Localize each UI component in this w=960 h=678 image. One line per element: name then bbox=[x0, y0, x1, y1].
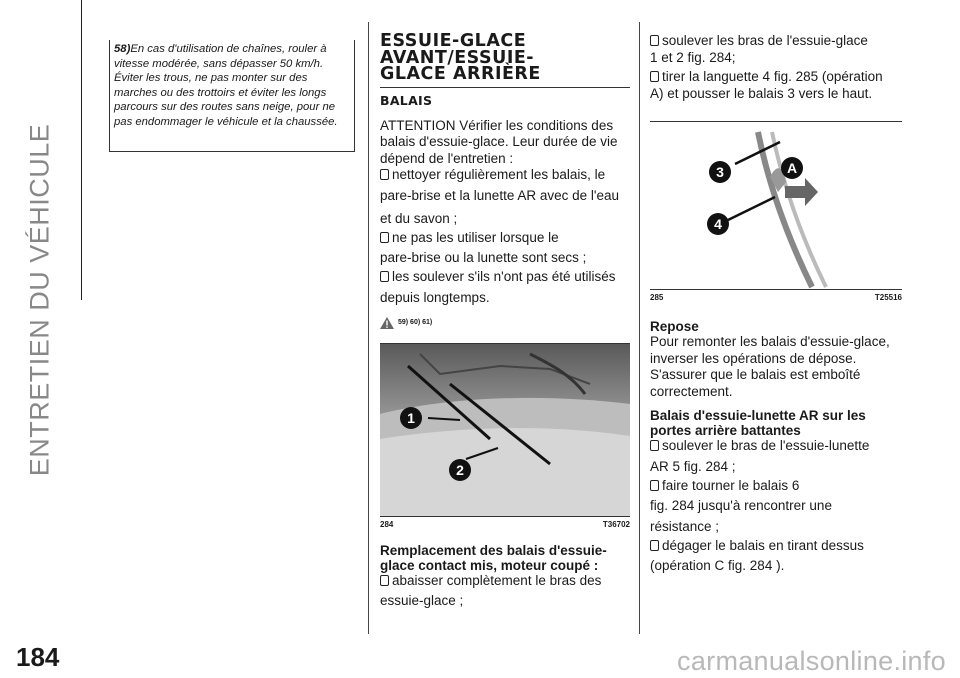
checkbox-bullet-icon bbox=[380, 575, 389, 586]
list-item: abaisser complètement le bras des bbox=[380, 573, 630, 590]
watermark: carmanualsonline.info bbox=[677, 646, 946, 676]
checkbox-bullet-icon bbox=[650, 71, 659, 82]
column-2 bbox=[380, 33, 630, 612]
list-item: tirer la languette 4 fig. 285 (opération bbox=[650, 69, 902, 86]
list-item: soulever les bras de l'essuie-glace bbox=[650, 33, 902, 50]
bullet-list: soulever les bras de l'essuie-glace 1 et 2 fig. 284; tirer la languette 4 fig. 285 (opération A) et pousser le balais 3 vers le haut. bbox=[650, 33, 902, 102]
page-number: 184 bbox=[16, 642, 60, 672]
callout-3: 3 bbox=[716, 164, 724, 180]
list-item: soulever le bras de l'essuie-lunette bbox=[650, 438, 902, 455]
warning-refs: 59) 60) 61) bbox=[380, 317, 630, 329]
callout-2: 2 bbox=[456, 461, 464, 478]
figure-285-caption: 285 T25516 bbox=[650, 293, 902, 302]
windshield-wipers-illustration bbox=[380, 344, 630, 516]
list-item: ne pas les utiliser lorsque le bbox=[380, 230, 630, 247]
bullet-list: abaisser complètement le bras des essuie-glace ; bbox=[380, 573, 630, 613]
title-rule bbox=[380, 87, 630, 88]
intro-text: ATTENTION Vérifier les conditions des balais d'essuie-glace. Leur durée de vie dépend de l'entretien : bbox=[380, 117, 618, 166]
note-ref: 58) bbox=[114, 43, 131, 55]
column-divider-2 bbox=[639, 22, 640, 634]
column-divider-1 bbox=[368, 22, 369, 634]
section-title: ESSUIE-GLACE AVANT/ESSUIE- GLACE ARRIÈRE bbox=[380, 31, 541, 84]
checkbox-bullet-icon bbox=[650, 480, 659, 491]
callout-A: A bbox=[786, 160, 798, 176]
figure-284-caption: 284 T36702 bbox=[380, 519, 630, 529]
column-3 bbox=[650, 33, 902, 577]
callout-1: 1 bbox=[407, 409, 415, 426]
checkbox-bullet-icon bbox=[650, 440, 659, 451]
figure-285 bbox=[650, 121, 902, 290]
checkbox-bullet-icon bbox=[380, 232, 389, 243]
callout-4: 4 bbox=[714, 216, 722, 232]
rear-wiper-heading: Balais d'essuie-lunette AR sur les portes arrière battantes bbox=[650, 408, 866, 438]
section-subtitle: BALAIS bbox=[380, 92, 433, 108]
list-item: nettoyer régulièrement les balais, le bbox=[380, 167, 630, 184]
list-item: faire tourner le balais 6 bbox=[650, 478, 902, 495]
note-box bbox=[109, 40, 355, 152]
repose-text: Pour remonter les balais d'essuie-glace, inverser les opérations de dépose. S'assurer que le balais est emboîté correctement. bbox=[650, 334, 890, 399]
checkbox-bullet-icon bbox=[380, 271, 389, 282]
checkbox-bullet-icon bbox=[650, 35, 659, 46]
wiper-blade-removal-illustration bbox=[650, 122, 902, 289]
list-item: les soulever s'ils n'ont pas été utilisés bbox=[380, 269, 630, 286]
figure-284 bbox=[380, 343, 630, 517]
list-item: dégager le balais en tirant dessus bbox=[650, 538, 902, 555]
note-text: 58)En cas d'utilisation de chaînes, rouler à vitesse modérée, sans dépasser 50 km/h. Éviter les trous, ne pas monter sur des marches ou des trottoirs et éviter les longs parcours sur des routes sans neige, pour ne pas endommager le véhicule et la chaussée. bbox=[114, 43, 338, 128]
checkbox-bullet-icon bbox=[380, 169, 389, 180]
warning-triangle-icon bbox=[380, 317, 394, 329]
bullet-list: soulever le bras de l'essuie-lunette AR 5 fig. 284 ; faire tourner le balais 6 fig. 284 jusqu'à rencontrer une résistance ; dégager le balais en tirant dessus (opération C fig. 284 ). bbox=[650, 438, 902, 577]
checkbox-bullet-icon bbox=[650, 540, 659, 551]
repose-heading: Repose bbox=[650, 319, 699, 334]
side-rule bbox=[81, 0, 82, 300]
bullet-list: nettoyer régulièrement les balais, le pare-brise et la lunette AR avec de l'eau et du savon ; ne pas les utiliser lorsque le pare-brise ou la lunette sont secs ; les soulever s'ils n'ont pas été utilisés depuis longtemps. bbox=[380, 167, 630, 309]
replacement-heading: Remplacement des balais d'essuie-glace contact mis, moteur coupé : bbox=[380, 542, 607, 573]
